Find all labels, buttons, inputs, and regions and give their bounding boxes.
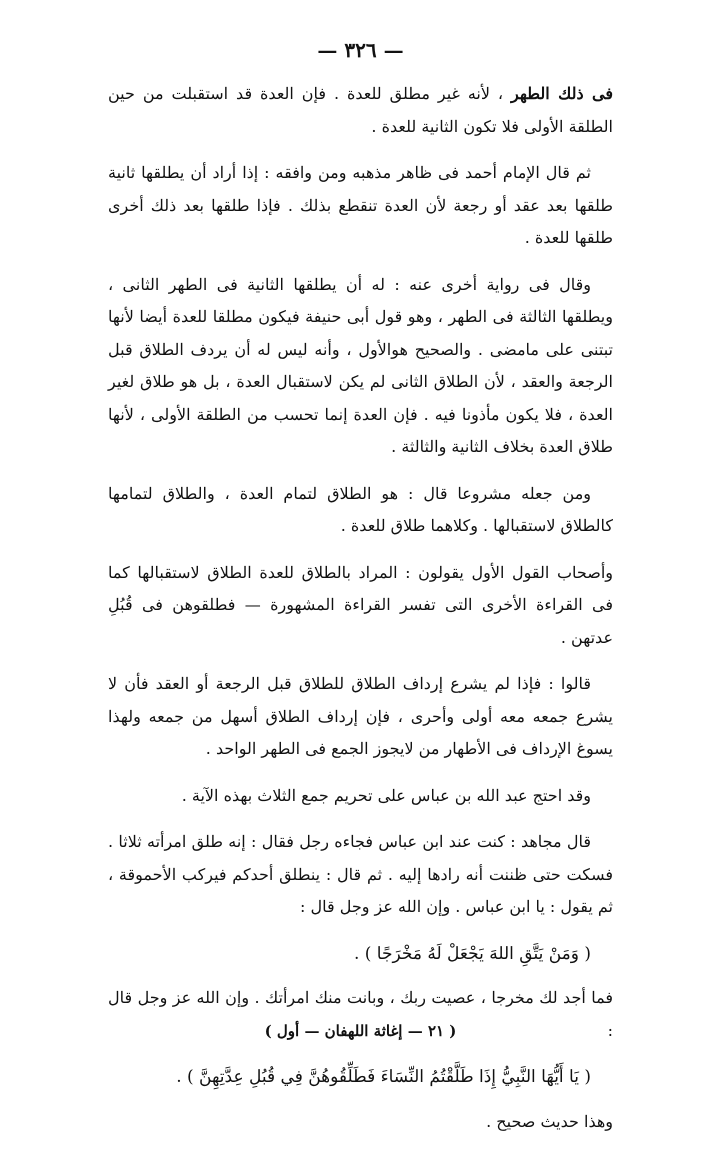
paragraph-after-verse: فما أجد لك مخرجا ، عصيت ربك ، وبانت منك امرأتك . وإن الله عز وجل قال : xyxy=(108,988,613,1040)
paragraph-4: ومن جعله مشروعا قال : هو الطلاق لتمام العدة ، والطلاق لتمامها كالطلاق لاستقبالها . وكلاهما طلاق للعدة . xyxy=(108,483,613,535)
paragraph-6: قالوا : فإذا لم يشرع إرداف الطلاق للطلاق قبل الرجعة أو العقد فأن لا يشرع جمعه معه أولى وأحرى ، فإن إرداف الطلاق أسهل من جمعه ولهذا يسوغ الإرداف فى الأطهار من لايجوز الجمع فى الطهر الواحد . xyxy=(108,674,613,758)
paragraph-text: ، لأنه غير مطلق للعدة . فإن العدة قد استقبلت من حين الطلقة الأولى فلا تكون الثانية للعدة . xyxy=(108,84,613,136)
paragraph-8: قال مجاهد : كنت عند ابن عباس فجاءه رجل فقال : إنه طلق امرأته ثلاثا . فسكت حتى ظننت أنه رادها إليه . ثم قال : ينطلق أحدكم فيركب الأحموقة ، ثم يقول : يا ابن عباس . وإن الله عز وجل قال : xyxy=(108,832,613,916)
page-number: — ٣٢٦ — xyxy=(317,38,404,62)
quran-verse-1: ( وَمَنْ يَتَّقِ اللهَ يَجْعَلْ لَهُ مَخْرَجًا ) . xyxy=(353,943,591,964)
paragraph-7: وقد احتج عبد الله بن عباس على تحريم جمع الثلاث بهذه الآية . xyxy=(181,785,591,805)
body-text xyxy=(108,78,613,1152)
quran-verse-2: ( يَا أَيُّهَا النَّبِيُّ إِذَا طَلَّقْتُمُ النِّسَاءَ فَطَلِّقُوهُنَّ فِي قُبُلِ عِدَّتِهِنَّ ) . xyxy=(176,1067,591,1087)
paragraph-1 xyxy=(108,78,613,143)
paragraph-2: ثم قال الإمام أحمد فى ظاهر مذهبه ومن وافقه : إذا أراد أن يطلقها ثانية طلقها بعد عقد أو رجعة لأن العدة تنقطع بذلك . فإذا طلقها بعد ذلك أخرى طلقها للعدة . xyxy=(108,163,613,247)
paragraph-5: وأصحاب القول الأول يقولون : المراد بالطلاق للعدة الطلاق لاستقبالها كما فى القراءة الأخرى التى تفسر القراءة المشهورة — فطلقوهن فى قُبُلِ عدتهن . xyxy=(108,562,613,647)
closing-line: وهذا حديث صحيح . xyxy=(486,1111,613,1131)
paragraph-lead: فى ذلك الطهر xyxy=(511,84,613,103)
paragraph-3: وقال فى رواية أخرى عنه : له أن يطلقها الثانية فى الطهر الثانى ، ويطلقها الثالثة فى الطهر ، وهو قول أبى حنيفة فيكون مطلقا للعدة أيضا لأنها تبتنى على مامضى . والصحيح هوالأول ، وأنه ليس له أن يردف الطلاق قبل الرجعة والعقد ، لأن الطلاق الثانى لم يكن لاستقبال العدة ، بل هو طلاق لغير العدة ، فلا يكون مأذونا فيه . فإن العدة إنما تحسب من الطلقة الأولى ، لأنها طلاق العدة بخلاف الثانية والثالثة . xyxy=(108,274,613,456)
footer-signature: ( ٢١ — إغاثة اللهفان — أول ) xyxy=(264,1022,457,1040)
